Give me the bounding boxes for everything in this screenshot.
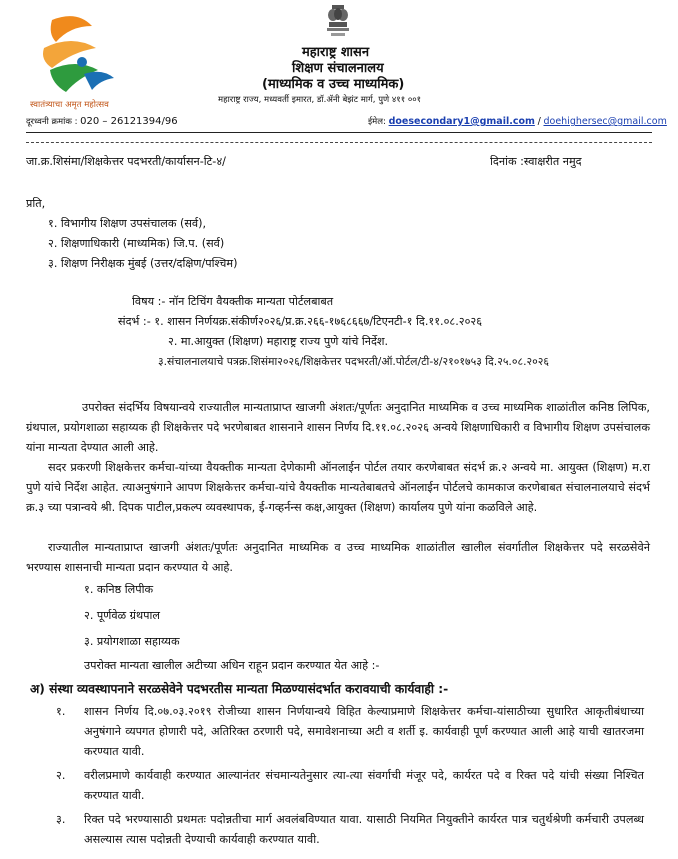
action-3-text: रिक्त पदे भरण्यासाठी प्रथमतः पदोन्नतीचा मार्ग अवलंबविण्यात यावा. यासाठी नियमित नियुक्तीने कार्यरत पात्र चतुर्थश्रेणी कर्मचारी उपलब्ध असल्यास त्यास पदोन्नती देण्याची कार्यवाही करण्यात यावी.	[84, 813, 644, 846]
reference-2: २. मा.आयुक्त (शिक्षण) महाराष्ट्र राज्य पुणे यांचे निर्देश.	[168, 335, 389, 348]
amrit-mahotsav-logo	[22, 8, 152, 112]
to-label: प्रति,	[26, 197, 46, 210]
letter-date: दिनांक :स्वाक्षरीत नमुद	[490, 155, 582, 168]
email-row	[368, 116, 667, 127]
action-3-num: ३.	[56, 813, 66, 826]
to-item-3: ३. शिक्षण निरीक्षक मुंबई (उत्तर/दक्षिण/पश्चिम)	[48, 257, 238, 270]
header-address: महाराष्ट्र राज्य, मध्यवर्ती इमारत, डॉ.ॲनी बेझंट मार्ग, पुणे ४११ ००१	[218, 95, 422, 105]
condition-line: उपरोक्त मान्यता खालील अटीच्या अधिन राहून प्रदान करण्यात येत आहे :-	[84, 659, 380, 672]
reference-3: ३.संचालनालयाचे पत्रक्र.शिसंमा२०२६/शिक्षकेत्तर पदभरती/ऑ.पोर्टल/टी-४/२१०१७५३ दि.२५.०८.२०२६	[158, 355, 549, 368]
header-line1: महाराष्ट्र शासन	[302, 45, 370, 60]
phone-number: 020 – 26121394/96	[80, 116, 178, 127]
to-item-2: २. शिक्षणाधिकारी (माध्यमिक) जि.प. (सर्व)	[48, 237, 225, 250]
paragraph-1: उपरोक्त संदर्भिय विषयान्वये राज्यातील मान्यताप्राप्त खाजगी अंशतः/पूर्णतः अनुदानित माध्यमिक व उच्च माध्यमिक शाळांतील कनिष्ठ लिपिक, ग्रंथपाल, प्रयोगशाळा सहाय्यक ही शिक्षकेत्तर पदे भरणेबाबत शासनाने शासन निर्णय दि.११.०८.२०२६ अन्वये शिक्षणाधिकारी व विभागीय शिक्षण उपसंचालक यांना मान्यता देण्यात आली आहे.	[26, 401, 650, 454]
state-emblem-icon	[323, 2, 353, 38]
post-item-3: ३. प्रयोगशाळा सहाय्यक	[84, 635, 180, 648]
email-link-2[interactable]: doehighersec@gmail.com	[543, 116, 667, 127]
header-divider-dashed	[26, 142, 652, 143]
header-line3: (माध्यमिक व उच्च माध्यमिक)	[262, 77, 405, 92]
email-link-1[interactable]: doesecondary1@gmail.com	[388, 116, 535, 127]
header-divider	[26, 132, 652, 133]
reference-number: जा.क्र.शिसंमा/शिक्षकेत्तर पदभरती/कार्यासन-टि-४/	[26, 155, 226, 168]
to-item-1: १. विभागीय शिक्षण उपसंचालक (सर्व),	[48, 217, 207, 230]
subject-line: विषय :- नॉन टिचिंग वैयक्तीक मान्यता पोर्टलबाबत	[132, 295, 334, 308]
phone-label: दूरध्वनी क्रमांक :	[26, 117, 78, 127]
paragraph-3: राज्यातील मान्यताप्राप्त खाजगी अंशतः/पूर्णतः अनुदानित माध्यमिक व उच्च माध्यमिक शाळांतील खालील संवर्गातील शिक्षकेत्तर पदे सरळसेवेने भरण्यास शासनाची मान्यता प्रदान करण्यात ये आहे.	[26, 541, 650, 574]
header-line2: शिक्षण संचालनालय	[292, 61, 384, 76]
post-item-2: २. पूर्णवेळ ग्रंथपाल	[84, 609, 160, 622]
post-item-1: १. कनिष्ठ लिपीक	[84, 583, 154, 596]
phone-row	[26, 116, 178, 127]
section-heading: अ) संस्था व्यवस्थापनाने सरळसेवेने पदभरतीस मान्यता मिळण्यासंदर्भात करावयाची कार्यवाही :-	[30, 682, 449, 696]
reference-1: संदर्भ :- १. शासन निर्णयक्र.संकीर्ण२०२६/प्र.क्र.२६६-१७६८६६७/टिएनटी-१ दि.११.०८.२०२६	[118, 315, 483, 328]
logo-caption: स्वातंत्र्याचा अमृत महोत्सव	[30, 100, 109, 110]
email-separator: /	[537, 116, 541, 127]
action-1-num: १.	[56, 705, 66, 718]
action-2-num: २.	[56, 769, 66, 782]
email-label: ईमेल:	[368, 117, 386, 127]
action-1-text: शासन निर्णय दि.०७.०३.२०१९ रोजीच्या शासन निर्णयान्वये विहित केल्याप्रमाणे शिक्षकेत्तर कर्मचा-यांसाठीच्या सुधारित आकृतीबंधाच्या अनुषंगाने व्यपगत होणारी पदे, अतिरिक्त ठरणारी पदे, समावेशनाच्या अटी व शर्ती इ. कार्यवाही पूर्ण करण्यात आली आहे याची खातरजमा करण्यात यावी.	[84, 705, 644, 758]
action-2-text: वरीलप्रमाणे कार्यवाही करण्यात आल्यानंतर संचमान्यतेनुसार त्या-त्या संवर्गाची मंजूर पदे, कार्यरत पदे व रिक्त पदे यांची संख्या निश्चित करण्यात यावी.	[84, 769, 644, 802]
paragraph-2: सदर प्रकरणी शिक्षकेत्तर कर्मचा-यांच्या वैयक्तीक मान्यता देणेकामी ऑनलाईन पोर्टल तयार करणेबाबत संदर्भ क्र.२ अन्वये मा. आयुक्त (शिक्षण) म.रा पुणे यांचे निर्देश आहेत. त्याअनुषंगाने आपण शिक्षकेत्तर कर्मचा-यांचे वैयक्तीक मान्यतेबाबतचे ऑनलाईन पोर्टलचे कामकाज करणेबाबत संचालनालयाचे संदर्भ क्र.३ च्या पत्रान्वये श्री. दिपक पाटील,प्रकल्प व्यवस्थापक, ई-गव्हर्नन्स कक्ष,आयुक्त (शिक्षण) कार्यालय पुणे यांना कळविले आहे.	[26, 461, 650, 514]
